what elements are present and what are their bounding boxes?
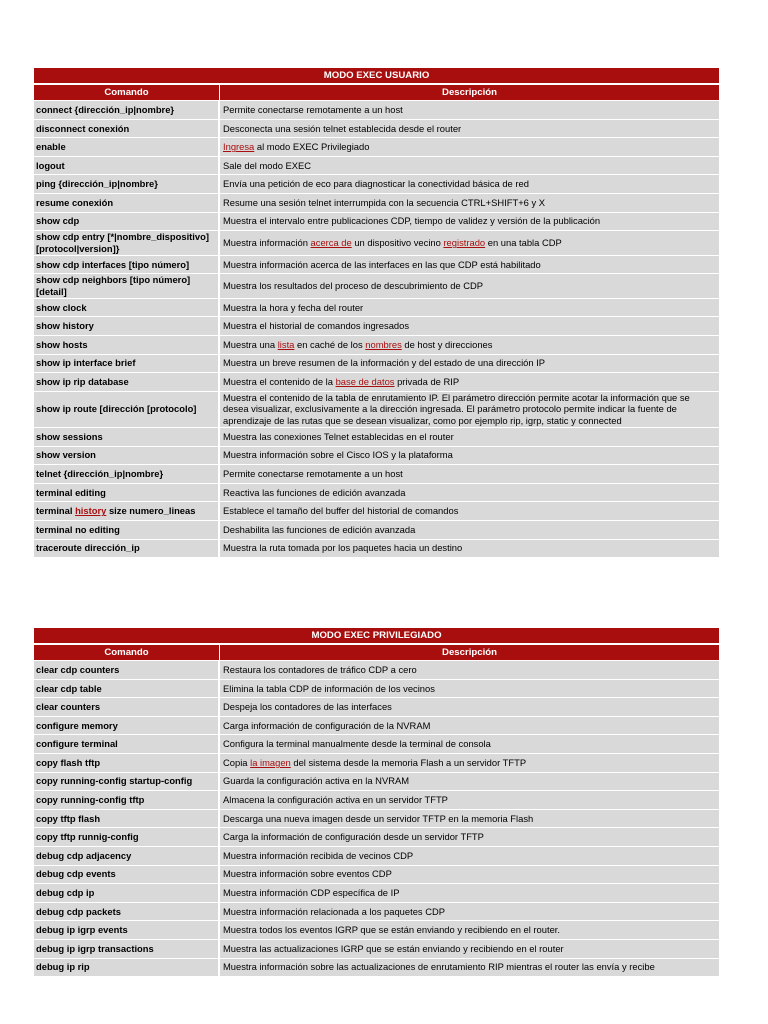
text-segment: Muestra información sobre eventos CDP [223,868,392,880]
table-row [34,903,719,921]
description-cell [220,336,719,354]
text-segment: Configura la terminal manualmente desde la terminal de consola [223,738,491,750]
text-segment: Muestra las actualizaciones IGRP que se están enviando y recibiendo en el router [223,942,564,954]
command-cell: debug ip igrp events [34,921,220,939]
description-cell [220,810,719,828]
table-row [34,336,719,354]
description-cell [220,392,719,427]
command-cell: traceroute dirección_ip [34,540,220,558]
table-row [34,157,719,175]
text-segment: Establece el tamaño del buffer del historial de comandos [223,505,459,517]
inline-link[interactable]: Ingresa [223,141,255,153]
description-cell [220,428,719,446]
table-row [34,465,719,483]
description-cell [220,754,719,772]
description-cell [220,213,719,231]
description-cell [220,921,719,939]
text-segment: Permite conectarse remotamente a un host [223,468,403,480]
command-cell: disconnect conexión [34,120,220,138]
text-segment: Muestra un breve resumen de la información y del estado de una dirección IP [223,357,546,369]
command-cell: debug cdp ip [34,884,220,902]
inline-link[interactable]: nombres [365,338,402,350]
text-segment: al modo EXEC Privilegiado [254,141,370,153]
table-row [34,317,719,335]
text-segment: un dispositivo vecino [351,237,444,249]
text-segment: Muestra información relacionada a los paquetes CDP [223,905,445,917]
command-cell: resume conexión [34,194,220,212]
description-cell [220,680,719,698]
text-segment: Muestra los resultados del proceso de descubrimiento de CDP [223,280,484,292]
command-cell: ping {dirección_ip|nombre} [34,175,220,193]
description-cell [220,101,719,119]
text-segment: Muestra las conexiones Telnet establecidas en el router [223,430,454,442]
command-cell: debug ip igrp transactions [34,940,220,958]
text-segment: Muestra el historial de comandos ingresados [223,320,410,332]
table-row [34,540,719,558]
text-segment: en caché de los [294,338,366,350]
command-cell: connect {dirección_ip|nombre} [34,101,220,119]
command-cell: show ip route [dirección [protocolo] [34,392,220,427]
description-cell [220,373,719,391]
text-segment: Deshabilita las funciones de edición avanzada [223,523,416,535]
text-segment: Muestra información recibida de vecinos CDP [223,849,414,861]
command-cell: terminal editing [34,484,220,502]
description-cell [220,231,719,255]
table-row [34,194,719,212]
command-cell: enable [34,138,220,156]
command-cell: debug ip rip [34,959,220,977]
exec-privilegiado-table [34,627,719,977]
table-row [34,484,719,502]
description-cell [220,903,719,921]
text-segment: Elimina la tabla CDP de información de los vecinos [223,682,435,694]
table-row [34,735,719,753]
text-segment: Muestra información sobre las actualizaciones de enrutamiento RIP mientras el router las envía y recibe [223,961,655,973]
text-segment: Muestra información acerca de las interfaces en las que CDP está habilitado [223,258,541,270]
text-segment: en una tabla CDP [485,237,562,249]
description-cell [220,828,719,846]
text-segment: Restaura los contadores de tráfico CDP a cero [223,663,417,675]
table-row [34,521,719,539]
command-cell: show hosts [34,336,220,354]
description-cell [220,661,719,679]
text-segment: Muestra todos los eventos IGRP que se están enviando y recibiendo en el router. [223,924,561,936]
table-row [34,847,719,865]
table-title: MODO EXEC USUARIO [34,68,719,83]
text-segment: Muestra información sobre el Cisco IOS y la plataforma [223,449,453,461]
command-cell: logout [34,157,220,175]
column-header-command: Comando [34,84,220,100]
text-segment: Muestra una [223,338,278,350]
command-cell: terminal no editing [34,521,220,539]
command-cell: show cdp [34,213,220,231]
text-segment: Descarga una nueva imagen desde un servidor TFTP en la memoria Flash [223,812,534,824]
description-cell [220,502,719,520]
table-row [34,717,719,735]
text-segment: Carga información de configuración de la NVRAM [223,719,431,731]
text-segment: Permite conectarse remotamente a un host [223,103,403,115]
table-row [34,299,719,317]
command-cell: copy running-config startup-config [34,773,220,791]
table-row [34,373,719,391]
command-cell: configure memory [34,717,220,735]
table-row [34,754,719,772]
table-row [34,773,719,791]
command-cell: copy running-config tftp [34,791,220,809]
text-segment: Muestra el contenido de la [223,376,336,388]
command-cell: copy tftp flash [34,810,220,828]
description-cell [220,194,719,212]
command-cell: clear cdp table [34,680,220,698]
table-row [34,698,719,716]
table-row [34,120,719,138]
command-cell: show cdp neighbors [tipo número] [detail] [34,274,220,298]
command-cell: clear counters [34,698,220,716]
text-segment: Despeja los contadores de las interfaces [223,701,392,713]
table-row [34,661,719,679]
description-cell [220,299,719,317]
column-header-description: Descripción [220,84,719,100]
command-cell: show history [34,317,220,335]
command-cell: copy flash tftp [34,754,220,772]
command-cell: show cdp entry [*|nombre_dispositivo] [protocol|version]} [34,231,220,255]
exec-usuario-table [34,67,719,558]
column-header-command: Comando [34,644,220,660]
table-row [34,101,719,119]
text-segment: size numero_lineas [106,505,196,517]
description-cell [220,540,719,558]
description-cell [220,940,719,958]
text-segment: Copia [223,756,251,768]
description-cell [220,138,719,156]
table-row [34,828,719,846]
table-row [34,502,719,520]
description-cell [220,484,719,502]
text-segment: Muestra información CDP específica de IP [223,887,400,899]
table-row [34,791,719,809]
text-segment: Desconecta una sesión telnet establecida desde el router [223,122,462,134]
table-row [34,921,719,939]
command-cell: show cdp interfaces [tipo número] [34,256,220,274]
text-segment: Muestra el intervalo entre publicaciones CDP, tiempo de validez y versión de la publicación [223,215,601,227]
text-segment: Muestra la ruta tomada por los paquetes hacia un destino [223,542,463,554]
table-row [34,810,719,828]
table-row [34,274,719,298]
command-cell: debug cdp adjacency [34,847,220,865]
description-cell [220,791,719,809]
text-segment: Muestra el contenido de la tabla de enrutamiento IP. El parámetro dirección permite acotar la información que se desea visualizar, exclusivamente a la dirección ingresada. El parámetro protocolo permite indicar la fuente de aprendizaje de las rutas que se desean visualizar, como por ejemplo rip, igrp, static y connected [223,391,690,427]
inline-link[interactable]: history [75,505,107,517]
table-row [34,940,719,958]
description-cell [220,447,719,465]
command-cell: show ip interface brief [34,355,220,373]
table-row [34,680,719,698]
text-segment: terminal [36,505,76,517]
text-segment: Almacena la configuración activa en un servidor TFTP [223,794,448,806]
command-cell: show sessions [34,428,220,446]
table-row [34,355,719,373]
table-row [34,884,719,902]
command-cell: telnet {dirección_ip|nombre} [34,465,220,483]
table-title: MODO EXEC PRIVILEGIADO [34,628,719,643]
description-cell [220,717,719,735]
inline-link[interactable]: la imagen [250,756,291,768]
text-segment: Resume una sesión telnet interrumpida con la secuencia CTRL+SHIFT+6 y X [223,196,546,208]
command-cell: show ip rip database [34,373,220,391]
text-segment: Muestra información [223,237,311,249]
description-cell [220,256,719,274]
command-cell: debug cdp packets [34,903,220,921]
description-cell [220,274,719,298]
description-cell [220,773,719,791]
inline-link[interactable]: acerca de [310,237,352,249]
table-row [34,866,719,884]
inline-link[interactable]: lista [277,338,295,350]
description-cell [220,698,719,716]
table-row [34,175,719,193]
command-cell: configure terminal [34,735,220,753]
text-segment: Sale del modo EXEC [223,159,312,171]
command-cell: debug cdp events [34,866,220,884]
command-cell: clear cdp counters [34,661,220,679]
table-row [34,256,719,274]
command-cell [34,502,220,520]
inline-link[interactable]: base de datos [335,376,395,388]
text-segment: Carga la información de configuración desde un servidor TFTP [223,831,484,843]
description-cell [220,866,719,884]
text-segment: del sistema desde la memoria Flash a un servidor TFTP [290,756,527,768]
description-cell [220,465,719,483]
table-row [34,138,719,156]
table-row [34,959,719,977]
description-cell [220,735,719,753]
table-row [34,428,719,446]
text-segment: de host y direcciones [401,338,493,350]
description-cell [220,317,719,335]
inline-link[interactable]: registrado [443,237,486,249]
description-cell [220,884,719,902]
text-segment: Reactiva las funciones de edición avanzada [223,486,406,498]
command-cell: show version [34,447,220,465]
table-row [34,231,719,255]
table-row [34,447,719,465]
text-segment: Muestra la hora y fecha del router [223,301,364,313]
column-header-description: Descripción [220,644,719,660]
description-cell [220,521,719,539]
table-row [34,213,719,231]
text-segment: Envía una petición de eco para diagnosticar la conectividad básica de red [223,178,529,190]
description-cell [220,175,719,193]
description-cell [220,157,719,175]
description-cell [220,959,719,977]
description-cell [220,120,719,138]
description-cell [220,355,719,373]
table-row [34,392,719,427]
description-cell [220,847,719,865]
text-segment: Guarda la configuración activa en la NVRAM [223,775,410,787]
command-cell: copy tftp runnig-config [34,828,220,846]
command-cell: show clock [34,299,220,317]
text-segment: privada de RIP [394,376,460,388]
